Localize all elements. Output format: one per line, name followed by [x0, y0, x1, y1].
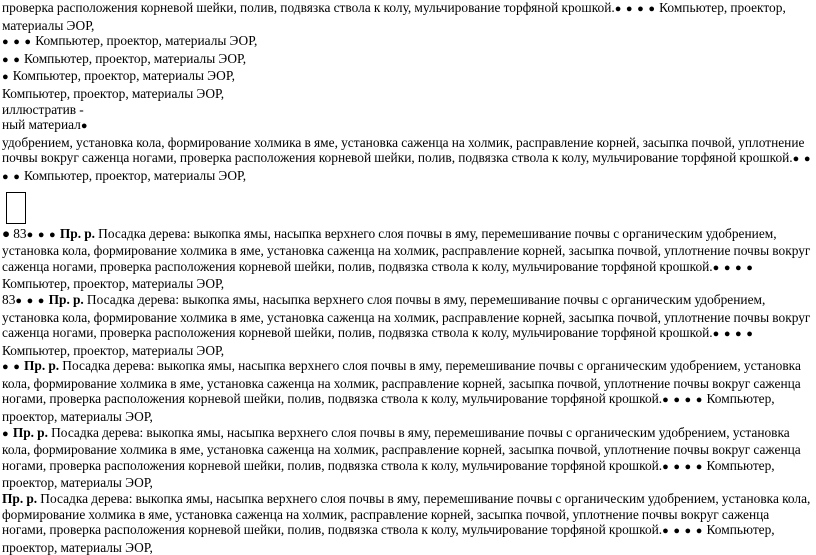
bullet-dots: ● ● ● ●	[662, 460, 704, 473]
practice-label: Пр. р.	[59, 225, 95, 241]
paragraph-4	[2, 358, 814, 424]
bullet-dots: ● ●	[2, 53, 21, 66]
paragraph-6-text: Посадка дерева: выкопка ямы, насыпка верхнего слоя почвы в яму, перемешивание почвы с органическим удобрением, установка кола, формирование холмика в яме, установка саженца на холмик, расправление корней, засыпка почвой, уплотнение почвы вокруг саженца ногами, проверка расположения корневой шейки, полив, подвязка ствола к колу, мульчирование торфяной крошкой.	[2, 491, 811, 538]
line-8	[2, 117, 814, 135]
paragraph-3	[2, 292, 814, 358]
paragraph-3-tail: Компьютер, проектор, материалы ЭОР,	[2, 342, 225, 358]
line-4-text: Компьютер, проектор, материалы ЭОР,	[20, 50, 247, 66]
bullet-dots: ● ●	[2, 361, 21, 374]
paragraph-6	[2, 491, 814, 555]
paragraph-5	[2, 425, 814, 491]
paragraph-3-text: Посадка дерева: выкопка ямы, насыпка верхнего слоя почвы в яму, перемешивание почвы с органическим удобрением, установка кола, формирование холмика в яме, установка саженца на холмик, расправление корней, засыпка почвой, уплотнение почвы вокруг саженца ногами, проверка расположения корневой шейки, полив, подвязка ствола к колу, мульчирование торфяной крошкой.	[2, 291, 811, 341]
paragraph-6-tail: Компьютер, проектор, материалы ЭОР,	[2, 522, 775, 555]
line-6: Компьютер, проектор, материалы ЭОР,	[2, 85, 225, 101]
paragraph-5-tail: Компьютер, проектор, материалы ЭОР,	[2, 457, 775, 491]
paragraph-3-lead: 83	[2, 291, 16, 307]
line-3	[2, 33, 814, 51]
bullet-dots: ● ● ●	[15, 294, 46, 307]
paragraph-2-text: Посадка дерева: выкопка ямы, насыпка верхнего слоя почвы в яму, перемешивание почвы с органическим удобрением, установка кола, формирование холмика в яме, установка саженца на холмик, расправление корней, засыпка почвой, уплотнение почвы вокруг саженца ногами, проверка расположения корневой шейки, полив, подвязка ствола к колу, мульчирование торфяной крошкой.	[2, 225, 811, 274]
bullet-dots: ● ● ● ●	[712, 328, 754, 341]
practice-label: Пр. р.	[2, 491, 38, 507]
line-1	[2, 0, 814, 18]
line-5	[2, 68, 814, 86]
paragraph-1	[2, 135, 814, 186]
paragraph-1-text: удобрением, установка кола, формирование холмика в яме, установка саженца на холмик, расправление корней, засыпка почвой, уплотнение почвы вокруг саженца ногами, проверка расположения корневой шейки, полив, подвязка ствола к колу, мульчирование торфяной крошкой.	[2, 134, 805, 166]
line-1-text: проверка расположения корневой шейки, полив, подвязка ствола к колу, мульчирование торфяной крошкой.	[2, 0, 615, 15]
paragraph-2-tail: Компьютер, проектор, материалы ЭОР,	[2, 276, 225, 292]
line-4	[2, 51, 814, 69]
line-3-text: Компьютер, проектор, материалы ЭОР,	[32, 33, 258, 49]
paragraph-2	[2, 226, 814, 292]
paragraph-4-tail: Компьютер, проектор, материалы ЭОР,	[2, 391, 775, 425]
paragraph-4-text: Посадка дерева: выкопка ямы, насыпка верхнего слоя почвы в яму, перемешивание почвы с органическим удобрением, установка кола, формирование холмика в яме, установка саженца на холмик, расправление корней, засыпка почвой, уплотнение почвы вокруг саженца ногами, проверка расположения корневой шейки, полив, подвязка ствола к колу, мульчирование торфяной крошкой.	[2, 358, 801, 407]
bullet-dots: ● ● ● ●	[614, 3, 656, 15]
bullet-dots: ● ● ●	[2, 36, 33, 49]
bullet-dots: ●	[80, 120, 89, 133]
bullet-dots: ● ● ● ●	[662, 525, 704, 538]
paragraph-1-tail: Компьютер, проектор, материалы ЭОР,	[20, 167, 247, 183]
line-5-text: Компьютер, проектор, материалы ЭОР,	[9, 68, 235, 84]
practice-label: Пр. р.	[12, 424, 48, 440]
line-7: иллюстратив -	[2, 101, 84, 117]
paragraph-2-lead: ● 83	[2, 225, 27, 241]
bullet-dots: ● ● ● ●	[662, 394, 704, 407]
bullet-dots: ● ● ● ●	[2, 153, 812, 183]
practice-label: Пр. р.	[24, 358, 60, 374]
line-2: материалы ЭОР,	[2, 17, 95, 33]
line-8-text: ный материал	[2, 117, 81, 133]
paragraph-5-text: Посадка дерева: выкопка ямы, насыпка верхнего слоя почвы в яму, перемешивание почвы с органическим удобрением, установка кола, формирование холмика в яме, установка саженца на холмик, расправление корней, засыпка почвой, уплотнение почвы вокруг саженца ногами, проверка расположения корневой шейки, полив, подвязка ствола к колу, мульчирование торфяной крошкой.	[2, 424, 801, 473]
empty-frame-box	[6, 192, 26, 224]
practice-label: Пр. р.	[48, 291, 84, 307]
line-1-tail: Компьютер, проектор,	[655, 0, 786, 15]
bullet-dots: ●	[2, 427, 10, 440]
bullet-dots: ● ● ● ●	[712, 261, 754, 274]
bullet-dots: ●	[2, 71, 10, 84]
bullet-dots: ● ● ●	[26, 228, 57, 241]
